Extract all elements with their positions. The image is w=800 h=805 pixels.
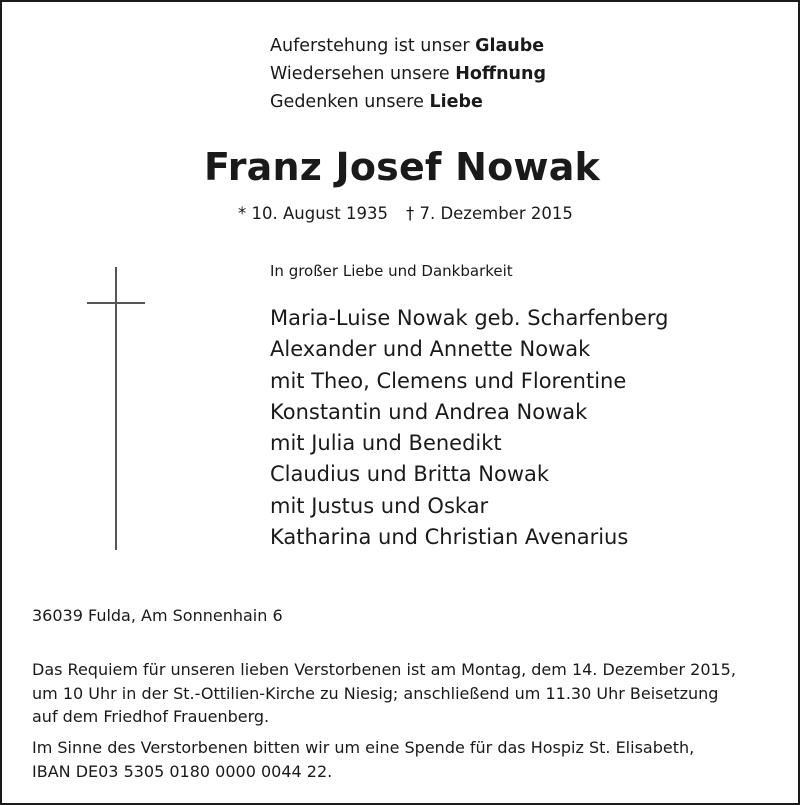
mourner-line: mit Julia und Benedikt [270, 431, 502, 456]
motto [270, 32, 546, 116]
mourners-list [270, 303, 668, 553]
cross-icon [115, 267, 117, 550]
notice-line: um 10 Uhr in der St.-Ottilien-Kirche zu Niesig; anschließend um 11.30 Uhr Beisetzung [32, 683, 719, 703]
donation-notice [32, 736, 694, 783]
motto-line-1: Auferstehung ist unser Glaube [270, 36, 545, 56]
mourner-line: Alexander und Annette Nowak [270, 337, 591, 362]
motto-line-3: Gedenken unsere Liebe [270, 92, 483, 112]
donation-line: IBAN DE03 5305 0180 0000 0044 22. [32, 761, 333, 781]
mourner-line: mit Justus und Oskar [270, 493, 489, 518]
mourner-line: Claudius und Britta Nowak [270, 462, 550, 487]
mourner-line: Maria-Luise Nowak geb. Scharfenberg [270, 306, 669, 330]
deceased-name: Franz Josef Nowak [203, 145, 601, 189]
notice-line: auf dem Friedhof Frauenberg. [32, 707, 270, 726]
motto-line-2: Wiedersehen unsere Hoffnung [270, 64, 546, 84]
notice-line: Das Requiem für unseren lieben Verstorbenen ist am Montag, dem 14. Dezember 2015, [32, 660, 736, 679]
cross-icon-bar [87, 302, 145, 304]
mourner-line: Katharina und Christian Avenarius [270, 525, 629, 550]
life-dates [238, 202, 573, 226]
intro-text: In großer Liebe und Dankbarkeit [270, 262, 513, 280]
birth-date: * 10. August 1935 [238, 204, 388, 223]
address: 36039 Fulda, Am Sonnenhain 6 [32, 606, 283, 625]
requiem-notice [32, 658, 736, 729]
mourner-line: mit Theo, Clemens und Florentine [270, 368, 627, 393]
donation-line: Im Sinne des Verstorbenen bitten wir um eine Spende für das Hospiz St. Elisabeth, [32, 738, 695, 757]
death-date: † 7. Dezember 2015 [405, 204, 573, 223]
mourner-line: Konstantin und Andrea Nowak [270, 399, 588, 424]
